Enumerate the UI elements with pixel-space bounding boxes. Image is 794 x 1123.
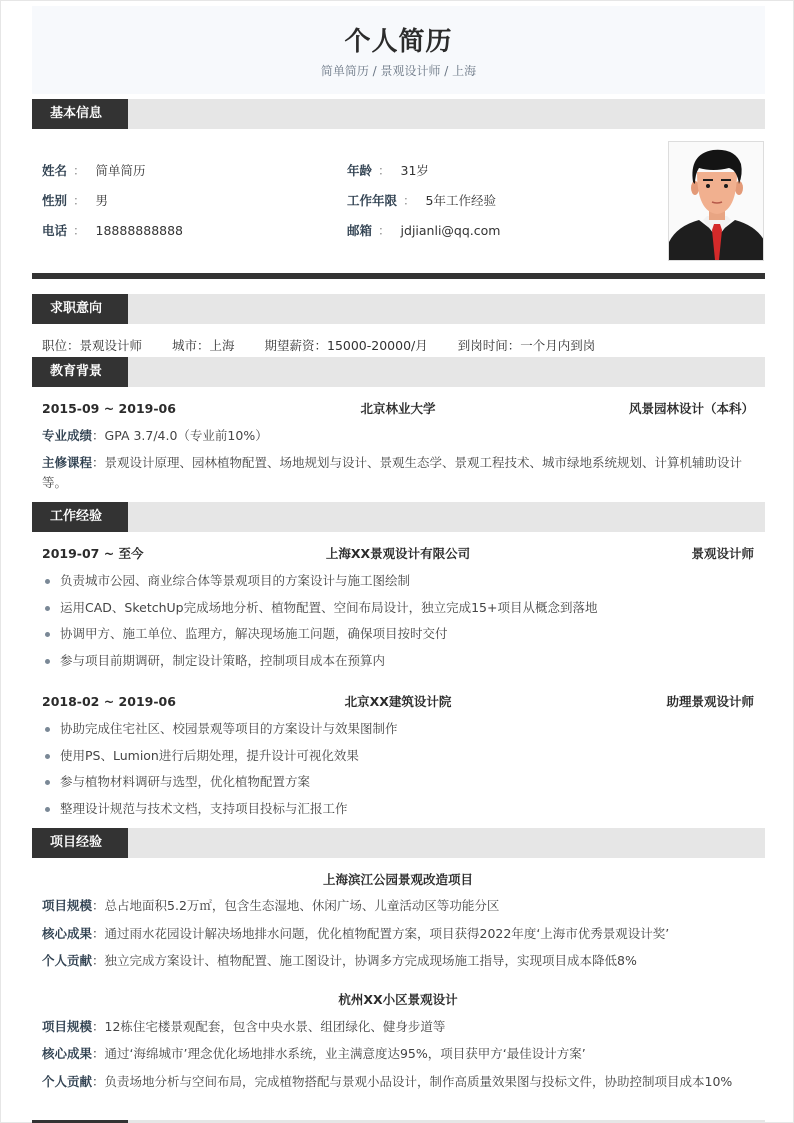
section-title-education: 教育背景 — [32, 357, 128, 387]
section-header-intent — [32, 294, 765, 324]
list-item: 参与项目前期调研，制定设计策略，控制项目成本在预算内 — [42, 653, 754, 680]
resume-header — [32, 6, 765, 94]
field-value: 18888888888 — [95, 223, 184, 238]
project-result: 核心成果：通过‘海绵城市’理念优化场地排水系统，业主满意度达95%，项目获甲方‘最佳设计方案’ — [42, 1046, 586, 1061]
intent-salary: 期望薪资：15000-20000/月 — [264, 338, 428, 353]
field-value: 简单简历 — [95, 163, 146, 178]
page-subtitle: 简单简历 / 景观设计师 / 上海 — [320, 64, 477, 78]
field-label: 姓名 — [42, 163, 68, 178]
list-item: 参与植物材料调研与选型，优化植物配置方案 — [42, 774, 754, 801]
list-item: 协助完成住宅社区、校园景观等项目的方案设计与效果图制作 — [42, 721, 754, 748]
list-item: 负责城市公园、商业综合体等景观项目的方案设计与施工图绘制 — [42, 573, 754, 600]
field-years: 工作年限 ： 5年工作经验 — [347, 193, 496, 208]
project-scale: 项目规模：总占地面积5.2万㎡，包含生态湿地、休闲广场、儿童活动区等功能分区 — [42, 898, 500, 913]
list-item: 运用CAD、SketchUp完成场地分析、植物配置、空间布局设计，独立完成15+项目从概念到落地 — [42, 600, 754, 627]
education-school: 北京林业大学 — [360, 401, 436, 416]
field-value: 男 — [95, 193, 109, 208]
work-company: 北京XX建筑设计院 — [344, 694, 452, 709]
field-gender: 性别 ： 男 — [42, 193, 109, 208]
field-label: 邮箱 — [347, 223, 373, 238]
divider — [32, 273, 765, 279]
education-row — [42, 400, 754, 418]
section-header-projects — [32, 828, 765, 858]
education-period: 2015-09 ~ 2019-06 — [42, 401, 176, 416]
project-result: 核心成果：通过雨水花园设计解决场地排水问题，优化植物配置方案，项目获得2022年度‘上海市优秀景观设计奖’ — [42, 926, 670, 941]
intent-availability: 到岗时间：一个月内到岗 — [457, 338, 596, 353]
avatar — [668, 141, 764, 261]
field-label: 工作年限 — [347, 193, 398, 208]
field-email: 邮箱 ： jdjianli@qq.com — [347, 223, 501, 238]
field-value: 31岁 — [400, 163, 429, 178]
section-title-projects: 项目经验 — [32, 828, 128, 858]
project-contribution: 个人贡献：独立完成方案设计、植物配置、施工图设计，协调多方完成现场施工指导，实现项目成本降低8% — [42, 953, 637, 968]
field-label: 年龄 — [347, 163, 373, 178]
field-age: 年龄 ： 31岁 — [347, 163, 429, 178]
section-title-basic: 基本信息 — [32, 99, 128, 129]
work-role: 景观设计师 — [691, 546, 754, 561]
work-period: 2018-02 ~ 2019-06 — [42, 694, 176, 709]
field-label: 电话 — [42, 223, 68, 238]
field-value: 5年工作经验 — [425, 193, 496, 208]
education-major: 风景园林设计（本科） — [628, 401, 754, 416]
section-header-education — [32, 357, 765, 387]
section-header-work — [32, 502, 765, 532]
work-period: 2019-07 ~ 至今 — [42, 546, 144, 561]
work-role: 助理景观设计师 — [666, 694, 754, 709]
list-item: 协调甲方、施工单位、监理方，解决现场施工问题，确保项目按时交付 — [42, 626, 754, 653]
project-title: 上海滨江公园景观改造项目 — [322, 872, 473, 887]
work-row-1 — [42, 545, 754, 563]
education-gpa: 专业成绩：GPA 3.7/4.0（专业前10%） — [42, 428, 268, 443]
project-title: 杭州XX小区景观设计 — [338, 992, 458, 1007]
project-contribution: 个人贡献：负责场地分析与空间布局，完成植物搭配与景观小品设计，制作高质量效果图与投标文件，协助控制项目成本10% — [42, 1074, 733, 1089]
page-title: 个人简历 — [344, 27, 453, 57]
work-row-2 — [42, 693, 754, 711]
section-title-intent: 求职意向 — [32, 294, 128, 324]
section-header-basic — [32, 99, 765, 129]
work-bullets-2 — [42, 721, 754, 827]
avatar-portrait-icon — [669, 142, 764, 261]
field-phone: 电话 ： 18888888888 — [42, 223, 184, 238]
list-item: 使用PS、Lumion进行后期处理，提升设计可视化效果 — [42, 748, 754, 775]
job-intent-row — [42, 338, 621, 354]
intent-city: 城市：上海 — [172, 338, 235, 353]
work-bullets-1 — [42, 573, 754, 679]
education-courses: 主修课程：景观设计原理、园林植物配置、场地规划与设计、景观生态学、景观工程技术、城市绿地系统规划、计算机辅助设计等。 — [42, 455, 743, 490]
field-label: 性别 — [42, 193, 68, 208]
work-company: 上海XX景观设计有限公司 — [325, 546, 471, 561]
field-name: 姓名 ： 简单简历 — [42, 163, 146, 178]
intent-position: 职位：景观设计师 — [42, 338, 143, 353]
field-value: jdjianli@qq.com — [400, 223, 501, 238]
list-item: 整理设计规范与技术文档，支持项目投标与汇报工作 — [42, 801, 754, 828]
section-title-work: 工作经验 — [32, 502, 128, 532]
project-scale: 项目规模：12栋住宅楼景观配套，包含中央水景、组团绿化、健身步道等 — [42, 1019, 446, 1034]
